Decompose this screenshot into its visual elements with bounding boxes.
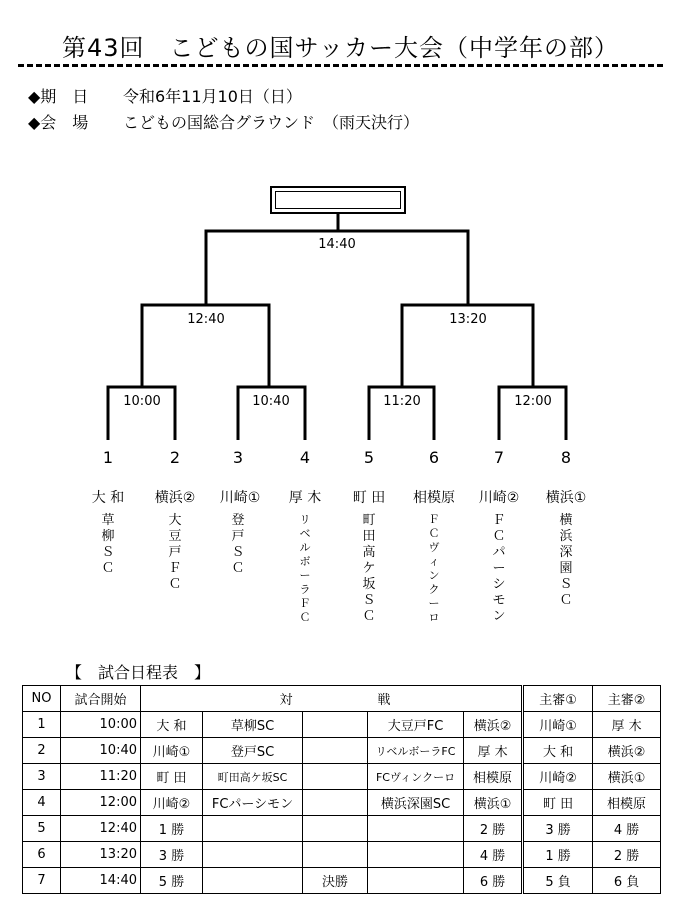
col-no: NO <box>23 686 61 712</box>
table-row <box>23 712 661 738</box>
slot-club: 草柳ＳＣ <box>101 513 115 576</box>
cell-ref2: 横浜② <box>593 738 661 764</box>
cell-ref2: 相模原 <box>593 790 661 816</box>
cell-away-team <box>368 816 464 842</box>
cell-no: 4 <box>23 790 61 816</box>
cell-home-region: 大 和 <box>141 712 203 738</box>
cell-time: 14:40 <box>61 868 141 894</box>
slot-region: 大 和 <box>91 490 125 506</box>
cell-ref1: 1 勝 <box>523 842 593 868</box>
cell-home-team <box>203 868 303 894</box>
cell-center <box>303 842 368 868</box>
col-match-left: 対 <box>141 686 303 712</box>
match-time-1: 10:00 <box>123 394 161 409</box>
cell-away-region: 6 勝 <box>464 868 523 894</box>
date-label: ◆期 日 <box>28 87 89 106</box>
schedule-table <box>22 685 661 894</box>
slot-region: 横浜① <box>545 490 587 506</box>
table-row <box>23 816 661 842</box>
cell-home-region: 川崎① <box>141 738 203 764</box>
cell-away-region: 2 勝 <box>464 816 523 842</box>
champion-box <box>270 186 406 214</box>
slot-club: 登戸ＳＣ <box>231 513 245 576</box>
cell-time: 10:40 <box>61 738 141 764</box>
cell-ref2: 4 勝 <box>593 816 661 842</box>
slot-number: 1 <box>102 448 114 467</box>
cell-center <box>303 712 368 738</box>
cell-no: 2 <box>23 738 61 764</box>
cell-home-region: 川崎② <box>141 790 203 816</box>
slot-region: 川崎② <box>478 490 520 506</box>
slot-club: ＦＣパーシモン <box>492 513 506 624</box>
slot-club: ＦＣヴィンクーロ <box>428 513 440 624</box>
cell-away-team: リベルボーラFC <box>368 738 464 764</box>
table-row <box>23 764 661 790</box>
slot-region: 町 田 <box>352 490 386 506</box>
schedule-header-row <box>23 686 661 712</box>
cell-center <box>303 790 368 816</box>
slot-region: 横浜② <box>154 490 196 506</box>
venue-value: こどもの国総合グラウンド （雨天決行） <box>123 113 420 132</box>
table-row <box>23 738 661 764</box>
cell-time: 13:20 <box>61 842 141 868</box>
col-ref1: 主審① <box>523 686 593 712</box>
cell-home-region: 3 勝 <box>141 842 203 868</box>
cell-away-team <box>368 868 464 894</box>
col-start: 試合開始 <box>61 686 141 712</box>
cell-ref2: 2 勝 <box>593 842 661 868</box>
cell-away-team: 横浜深園SC <box>368 790 464 816</box>
slot-club: 横浜深園ＳＣ <box>559 513 573 608</box>
cell-center <box>303 816 368 842</box>
cell-home-region: 1 勝 <box>141 816 203 842</box>
col-match-right: 戦 <box>368 686 523 712</box>
slot-number: 8 <box>560 448 572 467</box>
table-row <box>23 790 661 816</box>
cell-home-team: 登戸SC <box>203 738 303 764</box>
cell-no: 1 <box>23 712 61 738</box>
cell-home-team: 町田高ケ坂SC <box>203 764 303 790</box>
slot-number: 6 <box>428 448 440 467</box>
cell-ref2: 横浜① <box>593 764 661 790</box>
cell-time: 11:20 <box>61 764 141 790</box>
cell-away-team: FCヴィンクーロ <box>368 764 464 790</box>
final-time: 14:40 <box>318 237 356 252</box>
cell-home-region: 5 勝 <box>141 868 203 894</box>
cell-ref1: 大 和 <box>523 738 593 764</box>
cell-home-team <box>203 842 303 868</box>
slot-club: 大豆戸ＦＣ <box>168 513 182 592</box>
match-time-3: 11:20 <box>383 394 421 409</box>
slot-region: 川崎① <box>219 490 261 506</box>
table-row <box>23 868 661 894</box>
cell-ref2: 厚 木 <box>593 712 661 738</box>
cell-away-region: 横浜② <box>464 712 523 738</box>
cell-time: 10:00 <box>61 712 141 738</box>
match-time-4: 12:00 <box>514 394 552 409</box>
slot-club: リベルボーラＦＣ <box>299 513 311 624</box>
cell-ref1: 町 田 <box>523 790 593 816</box>
cell-center <box>303 738 368 764</box>
cell-home-team <box>203 816 303 842</box>
cell-home-region: 町 田 <box>141 764 203 790</box>
slot-club: 町田高ケ坂ＳＣ <box>362 513 376 624</box>
cell-ref1: 川崎② <box>523 764 593 790</box>
cell-home-team: 草柳SC <box>203 712 303 738</box>
cell-away-region: 厚 木 <box>464 738 523 764</box>
cell-no: 5 <box>23 816 61 842</box>
page-title: 第43回 こどもの国サッカー大会（中学年の部） <box>61 34 620 62</box>
cell-away-team: 大豆戸FC <box>368 712 464 738</box>
slot-region: 厚 木 <box>288 490 322 506</box>
cell-no: 3 <box>23 764 61 790</box>
cell-ref1: 3 勝 <box>523 816 593 842</box>
semi-time-left: 12:40 <box>187 312 225 327</box>
slot-number: 7 <box>493 448 505 467</box>
slot-number: 4 <box>299 448 311 467</box>
semi-time-right: 13:20 <box>449 312 487 327</box>
col-match-mid <box>303 686 368 712</box>
date-value: 令和6年11月10日（日） <box>123 87 302 106</box>
cell-away-region: 4 勝 <box>464 842 523 868</box>
cell-ref2: 6 負 <box>593 868 661 894</box>
cell-time: 12:00 <box>61 790 141 816</box>
cell-ref1: 5 負 <box>523 868 593 894</box>
slot-number: 5 <box>363 448 375 467</box>
col-ref2: 主審② <box>593 686 661 712</box>
table-row <box>23 842 661 868</box>
slot-number: 3 <box>232 448 244 467</box>
slot-number: 2 <box>169 448 181 467</box>
cell-away-region: 相模原 <box>464 764 523 790</box>
cell-home-team: FCパーシモン <box>203 790 303 816</box>
slot-region: 相模原 <box>413 490 455 506</box>
cell-center <box>303 764 368 790</box>
venue-label: ◆会 場 <box>28 113 89 132</box>
cell-away-team <box>368 842 464 868</box>
cell-away-region: 横浜① <box>464 790 523 816</box>
cell-no: 6 <box>23 842 61 868</box>
schedule-heading: 【 試合日程表 】 <box>66 663 211 682</box>
cell-ref1: 川崎① <box>523 712 593 738</box>
cell-time: 12:40 <box>61 816 141 842</box>
match-time-2: 10:40 <box>252 394 290 409</box>
cell-no: 7 <box>23 868 61 894</box>
cell-center: 決勝 <box>303 868 368 894</box>
